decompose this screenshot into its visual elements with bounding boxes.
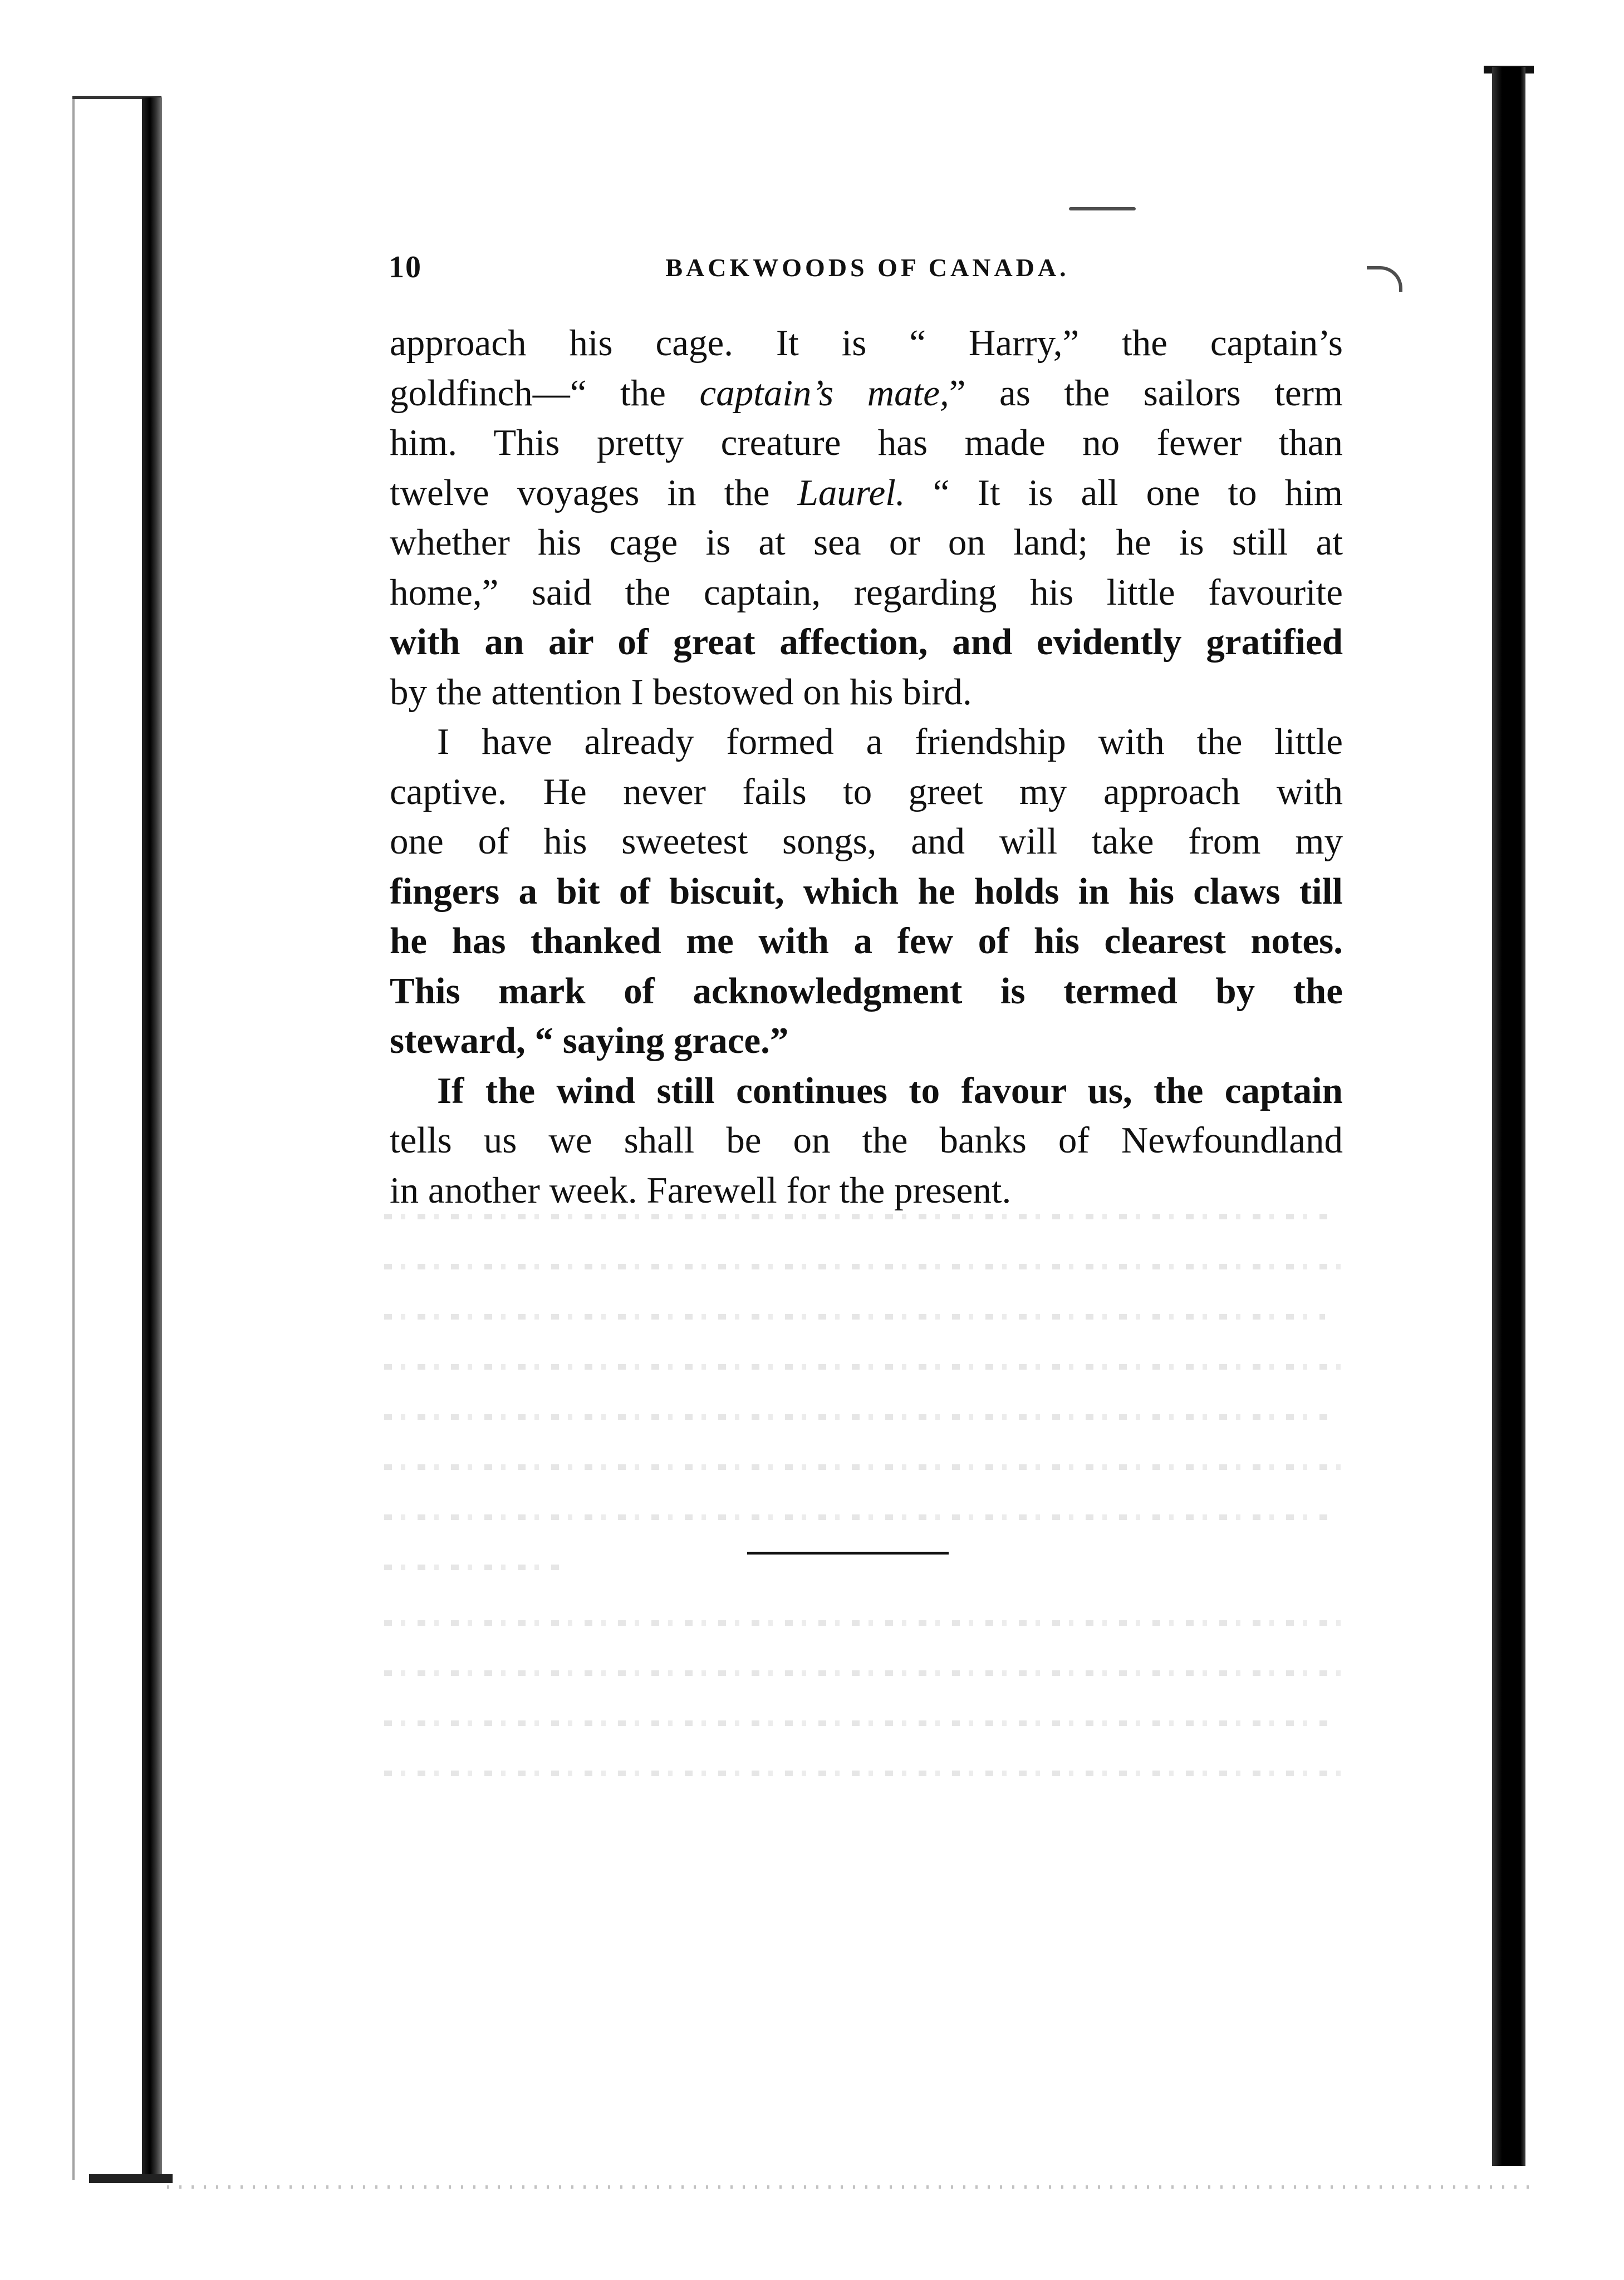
- running-head: BACKWOODS OF CANADA.: [665, 253, 1069, 282]
- text-line: If the wind still continues to favour us, the captain: [437, 1070, 1343, 1111]
- text-line: him. This pretty creature has made no fewer than: [390, 422, 1343, 463]
- bleed-through-text: [384, 1214, 1353, 1804]
- text-line: by the attention I bestowed on his bird.: [390, 671, 972, 713]
- paragraph-2: [390, 717, 1343, 1066]
- text-segment: twelve voyages in the: [390, 472, 798, 513]
- text-segment: goldfinch—“ the: [390, 372, 700, 414]
- text-line: he has thanked me with a few of his clearest notes.: [390, 920, 1343, 962]
- text-line: home,” said the captain, regarding his little favourite: [390, 571, 1343, 613]
- ghost-line: [384, 1720, 1331, 1726]
- ghost-line: [384, 1514, 1331, 1520]
- text-line: I have already formed a friendship with the little: [437, 721, 1343, 762]
- text-segment: “ It is all one to him: [905, 472, 1343, 513]
- text-line: steward, “ saying grace.”: [390, 1020, 789, 1061]
- binding-gutter: [142, 97, 162, 2180]
- page-header: [389, 249, 1346, 283]
- ghost-line: [384, 1565, 562, 1570]
- paragraph-1: [390, 318, 1343, 717]
- text-line: one of his sweetest songs, and will take from my: [390, 821, 1343, 862]
- page-edge-shadow: [1492, 67, 1525, 2166]
- text-line: captive. He never fails to greet my approach with: [390, 771, 1343, 812]
- italic-phrase: captain’s mate,: [699, 372, 949, 414]
- ghost-line: [384, 1771, 1342, 1776]
- ghost-line: [384, 1264, 1342, 1269]
- text-line: tells us we shall be on the banks of Newfoundland: [390, 1120, 1343, 1161]
- ink-mark: [1069, 207, 1136, 210]
- text-line: in another week. Farewell for the present.: [390, 1169, 1012, 1211]
- ink-curl: [1367, 266, 1402, 292]
- binding-edge-bottom: [89, 2174, 173, 2183]
- text-line: with an air of great affection, and evidently gratified: [390, 621, 1343, 663]
- text-line: [390, 468, 1343, 518]
- paragraph-3: [390, 1066, 1343, 1216]
- ghost-line: [384, 1670, 1347, 1676]
- ghost-line: [384, 1214, 1331, 1219]
- page-number: 10: [389, 250, 422, 285]
- binding-edge-thin: [72, 97, 75, 2180]
- ghost-line: [384, 1620, 1342, 1626]
- text-line: fingers a bit of biscuit, which he holds in his claws till: [390, 870, 1343, 912]
- scan-noise: [167, 2185, 1537, 2189]
- text-line: [390, 369, 1343, 419]
- text-line: approach his cage. It is “ Harry,” the captain’s: [390, 322, 1343, 364]
- italic-ship-name: Laurel.: [797, 472, 905, 513]
- ghost-line: [384, 1364, 1347, 1370]
- ghost-line: [384, 1314, 1325, 1320]
- section-rule: [747, 1552, 949, 1555]
- ghost-line: [384, 1414, 1336, 1420]
- text-line: whether his cage is at sea or on land; he is still at: [390, 522, 1343, 563]
- body-text: [390, 318, 1343, 1215]
- ghost-line: [384, 1464, 1342, 1470]
- text-segment: ” as the sailors term: [949, 372, 1343, 414]
- text-line: This mark of acknowledgment is termed by the: [390, 970, 1343, 1012]
